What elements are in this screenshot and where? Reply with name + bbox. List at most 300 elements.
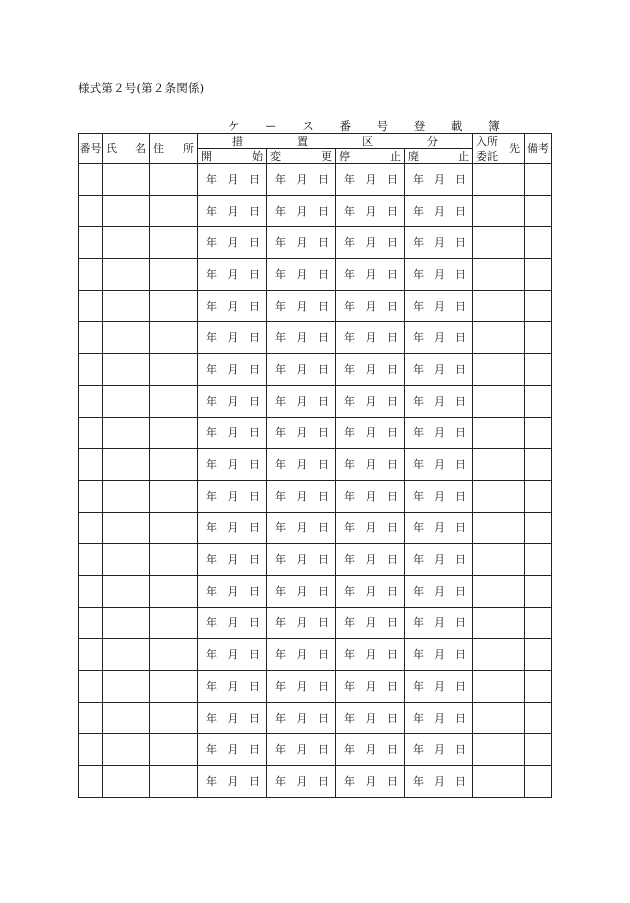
date-fields — [405, 713, 472, 724]
cell-remarks[interactable] — [525, 544, 552, 576]
date-day-label: 日 — [455, 584, 466, 598]
cell-date-start[interactable] — [198, 575, 267, 607]
date-year-label: 年 — [275, 426, 286, 440]
date-fields — [198, 617, 266, 628]
date-fields — [198, 364, 266, 375]
date-fields — [336, 649, 404, 660]
cell-date-change[interactable] — [267, 639, 336, 671]
date-fields — [405, 396, 472, 407]
cell-date-change[interactable] — [267, 607, 336, 639]
cell-date-start[interactable] — [198, 417, 267, 449]
cell-placement[interactable] — [473, 734, 525, 766]
date-day-label: 日 — [387, 774, 398, 788]
date-month-label: 月 — [434, 204, 445, 218]
date-fields — [198, 744, 266, 755]
date-fields — [405, 174, 472, 185]
date-fields — [336, 364, 404, 375]
cell-date-abolish[interactable] — [405, 227, 473, 259]
date-year-label: 年 — [206, 489, 217, 503]
cell-date-abolish[interactable] — [405, 607, 473, 639]
cell-name[interactable] — [103, 702, 150, 734]
cell-address[interactable] — [150, 734, 198, 766]
date-year-label: 年 — [413, 426, 424, 440]
date-year-label: 年 — [344, 584, 355, 598]
date-fields — [267, 301, 335, 312]
date-month-label: 月 — [296, 458, 308, 472]
date-day-label: 日 — [318, 743, 329, 757]
cell-date-suspend[interactable] — [336, 512, 405, 544]
cell-name[interactable] — [103, 607, 150, 639]
cell-date-change[interactable] — [267, 385, 336, 417]
header-suspend-1: 停 — [339, 149, 350, 163]
cell-placement[interactable] — [473, 354, 525, 386]
date-day-label: 日 — [318, 489, 329, 503]
cell-date-abolish[interactable] — [405, 766, 473, 798]
cell-number[interactable] — [79, 354, 103, 386]
cell-number[interactable] — [79, 164, 103, 196]
date-day-label: 日 — [318, 204, 329, 218]
cell-date-change[interactable] — [267, 322, 336, 354]
cell-remarks[interactable] — [525, 734, 552, 766]
date-day-label: 日 — [387, 679, 398, 693]
cell-number[interactable] — [79, 480, 103, 512]
cell-name[interactable] — [103, 385, 150, 417]
cell-date-abolish[interactable] — [405, 544, 473, 576]
cell-address[interactable] — [150, 702, 198, 734]
cell-number[interactable] — [79, 322, 103, 354]
cell-address[interactable] — [150, 607, 198, 639]
cell-date-suspend[interactable] — [336, 480, 405, 512]
cell-placement[interactable] — [473, 259, 525, 291]
date-day-label: 日 — [318, 711, 329, 725]
date-fields — [198, 713, 266, 724]
cell-date-suspend[interactable] — [336, 607, 405, 639]
date-day-label: 日 — [249, 489, 260, 503]
cell-placement[interactable] — [473, 766, 525, 798]
cell-name[interactable] — [103, 227, 150, 259]
cell-date-change[interactable] — [267, 702, 336, 734]
cell-address[interactable] — [150, 290, 198, 322]
cell-date-suspend[interactable] — [336, 702, 405, 734]
date-month-label: 月 — [365, 774, 377, 788]
cell-address[interactable] — [150, 544, 198, 576]
cell-date-abolish[interactable] — [405, 417, 473, 449]
cell-placement[interactable] — [473, 671, 525, 703]
header-change-1: 変 — [270, 149, 281, 163]
cell-remarks[interactable] — [525, 385, 552, 417]
cell-date-change[interactable] — [267, 227, 336, 259]
date-year-label: 年 — [413, 172, 424, 186]
cell-date-suspend[interactable] — [336, 417, 405, 449]
cell-date-abolish[interactable] — [405, 354, 473, 386]
cell-placement[interactable] — [473, 385, 525, 417]
date-year-label: 年 — [206, 458, 217, 472]
date-month-label: 月 — [296, 267, 308, 281]
cell-name[interactable] — [103, 417, 150, 449]
cell-address[interactable] — [150, 480, 198, 512]
date-month-label: 月 — [365, 489, 377, 503]
date-year-label: 年 — [413, 394, 424, 408]
cell-date-suspend[interactable] — [336, 195, 405, 227]
date-year-label: 年 — [344, 426, 355, 440]
cell-remarks[interactable] — [525, 480, 552, 512]
date-year-label: 年 — [344, 299, 355, 313]
cell-date-suspend[interactable] — [336, 354, 405, 386]
cell-number[interactable] — [79, 449, 103, 481]
date-fields — [267, 332, 335, 343]
cell-remarks[interactable] — [525, 322, 552, 354]
cell-address[interactable] — [150, 671, 198, 703]
cell-placement[interactable] — [473, 322, 525, 354]
cell-date-suspend[interactable] — [336, 385, 405, 417]
header-address — [150, 134, 198, 164]
date-month-label: 月 — [434, 489, 445, 503]
cell-name[interactable] — [103, 512, 150, 544]
cell-date-change[interactable] — [267, 544, 336, 576]
date-year-label: 年 — [275, 648, 286, 662]
date-day-label: 日 — [318, 236, 329, 250]
cell-date-start[interactable] — [198, 164, 267, 196]
cell-date-suspend[interactable] — [336, 671, 405, 703]
cell-name[interactable] — [103, 354, 150, 386]
cell-name[interactable] — [103, 544, 150, 576]
cell-placement[interactable] — [473, 575, 525, 607]
cell-date-start[interactable] — [198, 322, 267, 354]
date-month-label: 月 — [227, 648, 239, 662]
date-day-label: 日 — [249, 584, 260, 598]
cell-date-suspend[interactable] — [336, 259, 405, 291]
cell-placement[interactable] — [473, 417, 525, 449]
cell-number[interactable] — [79, 734, 103, 766]
cell-date-start[interactable] — [198, 671, 267, 703]
cell-number[interactable] — [79, 227, 103, 259]
cell-date-start[interactable] — [198, 702, 267, 734]
header-abolish — [405, 149, 473, 164]
cell-date-abolish[interactable] — [405, 480, 473, 512]
date-fields — [267, 459, 335, 470]
cell-remarks[interactable] — [525, 290, 552, 322]
date-fields — [267, 206, 335, 217]
cell-date-abolish[interactable] — [405, 639, 473, 671]
date-day-label: 日 — [387, 616, 398, 630]
cell-remarks[interactable] — [525, 702, 552, 734]
cell-date-change[interactable] — [267, 417, 336, 449]
date-year-label: 年 — [275, 679, 286, 693]
date-year-label: 年 — [344, 743, 355, 757]
date-day-label: 日 — [455, 362, 466, 376]
date-day-label: 日 — [249, 267, 260, 281]
cell-date-suspend[interactable] — [336, 766, 405, 798]
date-year-label: 年 — [206, 331, 217, 345]
date-fields — [198, 237, 266, 248]
cell-date-suspend[interactable] — [336, 544, 405, 576]
cell-name[interactable] — [103, 734, 150, 766]
cell-address[interactable] — [150, 354, 198, 386]
cell-date-change[interactable] — [267, 512, 336, 544]
date-day-label: 日 — [455, 553, 466, 567]
cell-date-abolish[interactable] — [405, 385, 473, 417]
date-month-label: 月 — [227, 711, 239, 725]
cell-date-change[interactable] — [267, 164, 336, 196]
header-name-2: 名 — [135, 142, 146, 155]
cell-address[interactable] — [150, 195, 198, 227]
cell-name[interactable] — [103, 322, 150, 354]
cell-name[interactable] — [103, 449, 150, 481]
cell-date-suspend[interactable] — [336, 322, 405, 354]
cell-address[interactable] — [150, 512, 198, 544]
date-month-label: 月 — [227, 458, 239, 472]
cell-name[interactable] — [103, 639, 150, 671]
cell-date-start[interactable] — [198, 259, 267, 291]
header-measure-2: 置 — [297, 134, 308, 148]
cell-date-start[interactable] — [198, 512, 267, 544]
cell-remarks[interactable] — [525, 512, 552, 544]
date-fields — [405, 586, 472, 597]
cell-remarks[interactable] — [525, 227, 552, 259]
date-fields — [336, 586, 404, 597]
cell-date-abolish[interactable] — [405, 671, 473, 703]
date-day-label: 日 — [455, 236, 466, 250]
cell-date-abolish[interactable] — [405, 322, 473, 354]
date-fields — [267, 649, 335, 660]
cell-placement[interactable] — [473, 290, 525, 322]
cell-address[interactable] — [150, 417, 198, 449]
cell-date-change[interactable] — [267, 734, 336, 766]
cell-date-suspend[interactable] — [336, 734, 405, 766]
cell-address[interactable] — [150, 449, 198, 481]
cell-remarks[interactable] — [525, 449, 552, 481]
date-fields — [267, 427, 335, 438]
date-fields — [267, 174, 335, 185]
date-fields — [336, 681, 404, 692]
cell-number[interactable] — [79, 671, 103, 703]
cell-placement[interactable] — [473, 512, 525, 544]
date-month-label: 月 — [434, 584, 445, 598]
date-day-label: 日 — [249, 204, 260, 218]
date-year-label: 年 — [206, 426, 217, 440]
date-day-label: 日 — [387, 362, 398, 376]
cell-placement[interactable] — [473, 480, 525, 512]
cell-date-abolish[interactable] — [405, 702, 473, 734]
date-fields — [267, 237, 335, 248]
date-fields — [336, 744, 404, 755]
date-day-label: 日 — [249, 616, 260, 630]
date-day-label: 日 — [387, 394, 398, 408]
date-day-label: 日 — [318, 267, 329, 281]
date-year-label: 年 — [275, 553, 286, 567]
cell-date-change[interactable] — [267, 575, 336, 607]
cell-date-change[interactable] — [267, 449, 336, 481]
cell-date-start[interactable] — [198, 290, 267, 322]
date-year-label: 年 — [413, 743, 424, 757]
cell-remarks[interactable] — [525, 417, 552, 449]
cell-placement[interactable] — [473, 227, 525, 259]
cell-date-change[interactable] — [267, 290, 336, 322]
date-year-label: 年 — [344, 362, 355, 376]
cell-date-suspend[interactable] — [336, 164, 405, 196]
cell-number[interactable] — [79, 259, 103, 291]
cell-number[interactable] — [79, 575, 103, 607]
date-year-label: 年 — [413, 521, 424, 535]
date-fields — [198, 174, 266, 185]
date-month-label: 月 — [365, 648, 377, 662]
cell-date-suspend[interactable] — [336, 290, 405, 322]
date-day-label: 日 — [387, 743, 398, 757]
cell-remarks[interactable] — [525, 766, 552, 798]
cell-placement[interactable] — [473, 607, 525, 639]
cell-name[interactable] — [103, 480, 150, 512]
cell-address[interactable] — [150, 164, 198, 196]
cell-date-start[interactable] — [198, 385, 267, 417]
date-year-label: 年 — [275, 299, 286, 313]
date-fields — [336, 301, 404, 312]
date-month-label: 月 — [296, 362, 308, 376]
date-day-label: 日 — [387, 489, 398, 503]
date-year-label: 年 — [344, 711, 355, 725]
date-day-label: 日 — [387, 236, 398, 250]
cell-date-abolish[interactable] — [405, 290, 473, 322]
cell-placement[interactable] — [473, 195, 525, 227]
date-month-label: 月 — [227, 584, 239, 598]
cell-number[interactable] — [79, 417, 103, 449]
cell-date-start[interactable] — [198, 227, 267, 259]
date-year-label: 年 — [344, 331, 355, 345]
date-day-label: 日 — [387, 267, 398, 281]
cell-placement[interactable] — [473, 544, 525, 576]
cell-date-start[interactable] — [198, 607, 267, 639]
cell-remarks[interactable] — [525, 671, 552, 703]
date-year-label: 年 — [344, 267, 355, 281]
date-fields — [405, 269, 472, 280]
cell-address[interactable] — [150, 766, 198, 798]
cell-date-abolish[interactable] — [405, 512, 473, 544]
table-row — [79, 417, 552, 449]
cell-date-suspend[interactable] — [336, 449, 405, 481]
cell-date-change[interactable] — [267, 766, 336, 798]
cell-address[interactable] — [150, 227, 198, 259]
table-row — [79, 354, 552, 386]
cell-remarks[interactable] — [525, 164, 552, 196]
date-month-label: 月 — [434, 553, 445, 567]
cell-number[interactable] — [79, 544, 103, 576]
date-year-label: 年 — [344, 679, 355, 693]
date-fields — [198, 649, 266, 660]
cell-date-start[interactable] — [198, 449, 267, 481]
cell-name[interactable] — [103, 766, 150, 798]
cell-date-start[interactable] — [198, 734, 267, 766]
cell-name[interactable] — [103, 290, 150, 322]
cell-remarks[interactable] — [525, 607, 552, 639]
cell-number[interactable] — [79, 195, 103, 227]
cell-date-change[interactable] — [267, 259, 336, 291]
date-fields — [405, 649, 472, 660]
date-day-label: 日 — [318, 299, 329, 313]
cell-placement[interactable] — [473, 639, 525, 671]
cell-number[interactable] — [79, 766, 103, 798]
cell-number[interactable] — [79, 702, 103, 734]
cell-name[interactable] — [103, 575, 150, 607]
cell-date-start[interactable] — [198, 544, 267, 576]
cell-date-abolish[interactable] — [405, 259, 473, 291]
date-month-label: 月 — [365, 236, 377, 250]
cell-date-start[interactable] — [198, 195, 267, 227]
cell-name[interactable] — [103, 671, 150, 703]
cell-number[interactable] — [79, 290, 103, 322]
date-month-label: 月 — [365, 172, 377, 186]
date-fields — [198, 491, 266, 502]
date-year-label: 年 — [275, 331, 286, 345]
date-fields — [198, 554, 266, 565]
cell-date-start[interactable] — [198, 766, 267, 798]
cell-date-start[interactable] — [198, 639, 267, 671]
cell-address[interactable] — [150, 639, 198, 671]
cell-address[interactable] — [150, 322, 198, 354]
cell-date-abolish[interactable] — [405, 195, 473, 227]
cell-date-abolish[interactable] — [405, 164, 473, 196]
cell-date-change[interactable] — [267, 480, 336, 512]
date-fields — [336, 554, 404, 565]
date-day-label: 日 — [387, 172, 398, 186]
cell-remarks[interactable] — [525, 639, 552, 671]
cell-remarks[interactable] — [525, 195, 552, 227]
date-day-label: 日 — [455, 774, 466, 788]
date-year-label: 年 — [275, 616, 286, 630]
cell-address[interactable] — [150, 575, 198, 607]
cell-number[interactable] — [79, 385, 103, 417]
cell-placement[interactable] — [473, 164, 525, 196]
date-fields — [198, 206, 266, 217]
date-month-label: 月 — [296, 553, 308, 567]
date-day-label: 日 — [249, 711, 260, 725]
cell-date-suspend[interactable] — [336, 639, 405, 671]
date-month-label: 月 — [227, 172, 239, 186]
date-year-label: 年 — [206, 584, 217, 598]
cell-remarks[interactable] — [525, 354, 552, 386]
cell-address[interactable] — [150, 385, 198, 417]
cell-placement[interactable] — [473, 702, 525, 734]
date-month-label: 月 — [434, 426, 445, 440]
cell-name[interactable] — [103, 164, 150, 196]
cell-date-abolish[interactable] — [405, 734, 473, 766]
cell-date-change[interactable] — [267, 195, 336, 227]
date-day-label: 日 — [249, 458, 260, 472]
cell-placement[interactable] — [473, 449, 525, 481]
document-title: ケ ー ス 番 号 登 載 簿 — [228, 119, 511, 133]
cell-name[interactable] — [103, 259, 150, 291]
cell-name[interactable] — [103, 195, 150, 227]
cell-date-change[interactable] — [267, 354, 336, 386]
cell-number[interactable] — [79, 512, 103, 544]
cell-date-abolish[interactable] — [405, 449, 473, 481]
cell-date-start[interactable] — [198, 480, 267, 512]
header-start-2: 始 — [252, 149, 263, 163]
date-month-label: 月 — [227, 426, 239, 440]
cell-number[interactable] — [79, 639, 103, 671]
cell-date-suspend[interactable] — [336, 575, 405, 607]
cell-remarks[interactable] — [525, 259, 552, 291]
date-day-label: 日 — [249, 679, 260, 693]
cell-date-start[interactable] — [198, 354, 267, 386]
header-name-1: 氏 — [106, 142, 117, 155]
cell-date-abolish[interactable] — [405, 575, 473, 607]
date-month-label: 月 — [434, 236, 445, 250]
cell-date-change[interactable] — [267, 671, 336, 703]
cell-address[interactable] — [150, 259, 198, 291]
cell-date-suspend[interactable] — [336, 227, 405, 259]
cell-remarks[interactable] — [525, 575, 552, 607]
cell-number[interactable] — [79, 607, 103, 639]
date-day-label: 日 — [387, 299, 398, 313]
